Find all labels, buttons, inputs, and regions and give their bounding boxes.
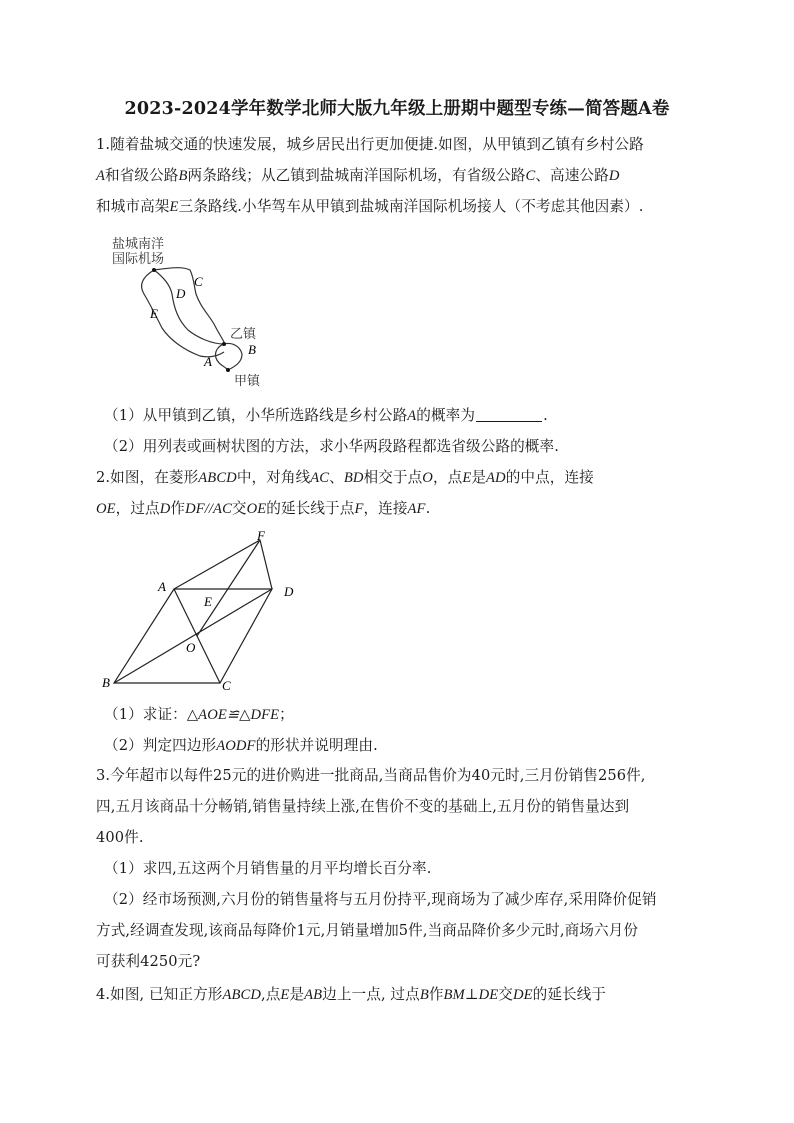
q2-part-2: [104, 736, 378, 756]
q2-text: 作: [170, 500, 186, 517]
q2-var: O: [422, 470, 433, 486]
q3-text-line-2: 四,五月该商品十分畅销,销售量持续上涨,在售价不变的基础上,五月份的销售量达到: [96, 798, 630, 815]
q2-var: AD: [486, 470, 506, 486]
q2-text: 2.如图，在菱形: [96, 469, 199, 486]
q2-text: （2）判定四边形: [104, 737, 217, 754]
q3-part-1: （1）求四,五这两个月销售量的月平均增长百分率.: [104, 860, 432, 877]
route-d-path: [154, 270, 224, 344]
q2-text-line-1: [96, 468, 594, 488]
q4-text-line-1: [96, 985, 606, 1005]
q1-text: 的概率为: [416, 407, 476, 424]
q1-var: B: [178, 168, 188, 184]
q1-var: D: [608, 168, 620, 184]
route-a-path: [215, 344, 228, 370]
q1-var: A: [407, 408, 417, 424]
q4-text: 作: [428, 986, 444, 1003]
q4-var: AB: [304, 987, 323, 1003]
q2-var: DF//AC: [185, 501, 232, 517]
fig-label-e: E: [204, 594, 212, 609]
q2-text: 交: [231, 500, 247, 517]
q1-var: C: [525, 168, 536, 184]
jia-town-point: [226, 368, 230, 372]
q2-text: ，连接: [363, 500, 408, 517]
airport-point: [152, 268, 156, 272]
q1-text-line-3: [96, 197, 644, 217]
q1-part-1: [104, 406, 548, 426]
q2-text: 的形状并说明理由.: [255, 737, 378, 754]
q3-part-2-line-3: 可获利4250元?: [96, 953, 201, 970]
page-title: 2023-2024学年数学北师大版九年级上册期中题型专练—简答题A卷: [124, 99, 670, 119]
q2-var: AODF: [216, 738, 256, 754]
q2-part-1: [104, 705, 294, 725]
q2-text: 是: [471, 469, 487, 486]
q4-var: B: [419, 987, 429, 1003]
q1-text: （1）从甲镇到乙镇，小华所选路线是乡村公路: [104, 407, 408, 424]
q1-route-map-figure: [100, 232, 280, 392]
q2-text-line-2: [96, 499, 430, 519]
q1-text: .: [543, 407, 548, 424]
q3-part-2-line-2: 方式,经调查发现,该商品每降价1元,月销量增加5件,当商品降价多少元时,商场六月份: [96, 922, 639, 939]
q2-text: 的延长线于点: [266, 500, 355, 517]
q2-text: 、: [329, 469, 344, 486]
q2-text: （1）求证：: [104, 706, 187, 723]
q1-text: 、高速公路: [535, 167, 609, 184]
map-label-a: A: [204, 354, 212, 369]
q1-text-line-2: [96, 166, 619, 186]
map-label-yi-town: 乙镇: [230, 327, 257, 342]
segment-af: [174, 540, 260, 589]
q4-text: 交: [498, 986, 513, 1003]
q1-part-2: （2）用列表或画树状图的方法，求小华两段路程都选省级公路的概率.: [104, 438, 559, 455]
q1-text: 三条路线.小华驾车从甲镇到盐城南洋国际机场接人（不考虑其他因素）.: [178, 198, 644, 215]
q2-text: .: [425, 500, 431, 517]
q2-text: 的中点，连接: [505, 469, 594, 486]
answer-blank: [476, 407, 542, 422]
q3-text-line-1: 3.今年超市以每件25元的进价购进一批商品,当商品售价为40元时,三月份销售256件,: [96, 767, 646, 784]
q1-text: 和省级公路: [105, 167, 179, 184]
q3-part-2-line-1: （2）经市场预测,六月份的销售量将与五月份持平,现商场为了减少库存,采用降价促销: [104, 891, 657, 908]
q4-text: ,点: [260, 986, 281, 1003]
map-label-c: C: [194, 274, 203, 289]
fig-label-b: B: [102, 675, 110, 690]
q2-var: OE: [246, 501, 267, 517]
map-label-jia-town: 甲镇: [234, 374, 261, 389]
segment-of: [197, 540, 260, 636]
q1-var: E: [169, 199, 179, 215]
q3-text-line-3: 400件.: [96, 829, 144, 846]
q2-rhombus-figure: [96, 528, 308, 694]
q2-var: AF: [407, 501, 426, 517]
q4-text: 4.如图, 已知正方形: [96, 986, 223, 1003]
q4-var: BM⊥DE: [443, 987, 499, 1003]
map-label-airport-line1: 盐城南洋: [112, 237, 165, 252]
q1-var: A: [96, 168, 106, 184]
q2-text: 中，对角线: [236, 469, 311, 486]
q1-text-line-1: 1.随着盐城交通的快速发展，城乡居民出行更加便捷.如图，从甲镇到乙镇有乡村公路: [96, 136, 644, 153]
map-label-d: D: [176, 286, 186, 301]
q1-text: 两条路线；从乙镇到盐城南洋国际机场，有省级公路: [187, 167, 526, 184]
q4-text: 的延长线于: [532, 986, 607, 1003]
map-label-e: E: [150, 306, 158, 321]
q2-var: F: [354, 501, 364, 517]
fig-label-a: A: [158, 579, 166, 594]
map-label-b: B: [248, 342, 256, 357]
q4-var: E: [280, 987, 290, 1003]
q2-text: 相交于点: [363, 469, 423, 486]
q4-text: 边上一点, 过点: [322, 986, 420, 1003]
q2-var: OE: [96, 501, 116, 517]
route-b-path: [224, 343, 242, 370]
q4-var: ABCD: [222, 987, 261, 1003]
q2-var: BD: [343, 470, 364, 486]
q2-var: AC: [310, 470, 330, 486]
yi-town-point: [222, 342, 226, 346]
fig-label-c: C: [222, 678, 231, 693]
q2-text: ，点: [432, 469, 463, 486]
fig-label-o: O: [186, 640, 196, 655]
q4-var: DE: [513, 987, 533, 1003]
segment-df: [260, 540, 272, 589]
q2-var: ABCD: [198, 470, 237, 486]
map-label-airport-line2: 国际机场: [112, 252, 165, 267]
diagonal-bd: [114, 589, 272, 683]
fig-label-d: D: [284, 584, 294, 599]
fig-label-f: F: [257, 528, 265, 543]
q2-text: ；: [279, 706, 294, 723]
q4-text: 是: [289, 986, 305, 1003]
q2-var: E: [462, 470, 472, 486]
q2-var: △AOE≌△DFE: [186, 707, 280, 723]
q2-text: ，过点: [115, 500, 160, 517]
q2-var: D: [159, 501, 171, 517]
q1-text: 和城市高架: [96, 198, 170, 215]
